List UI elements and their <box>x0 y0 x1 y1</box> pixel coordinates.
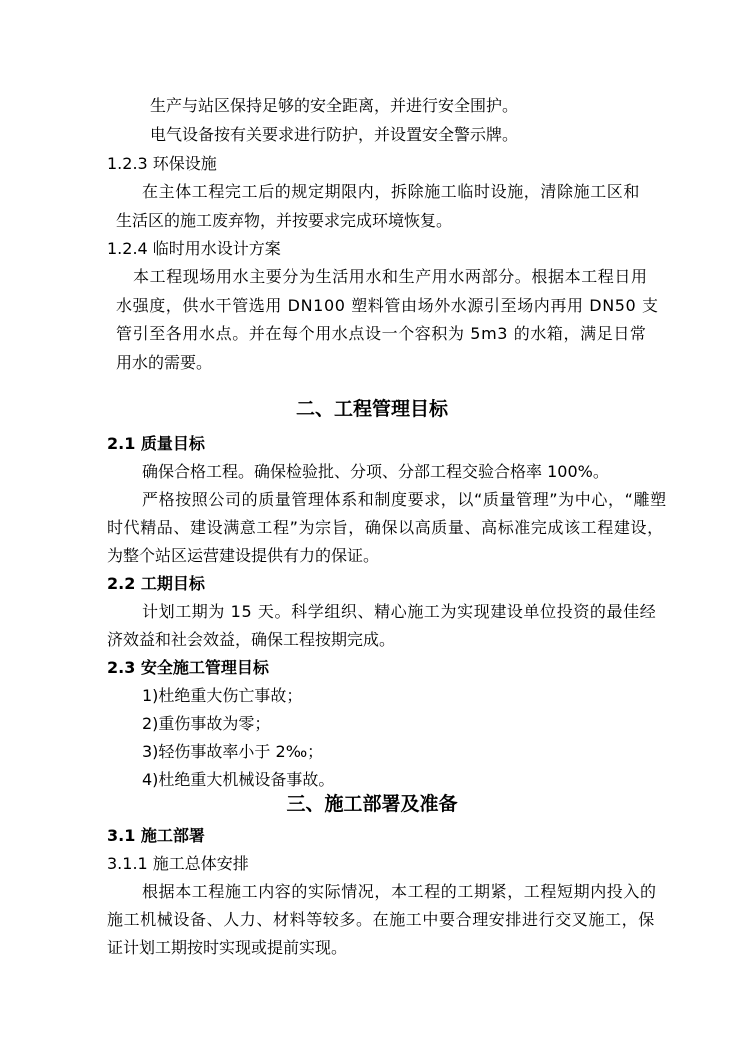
section-title-2: 二、工程管理目标 <box>295 398 448 420</box>
subheading-3-1: 3.1 施工部署 <box>107 826 205 845</box>
paragraph-line: 严格按照公司的质量管理体系和制度要求，以“质量管理”为中心，“雕塑 <box>142 490 667 509</box>
list-item: 1)杜绝重大伤亡事故； <box>142 686 303 705</box>
paragraph-line: 施工机械设备、人力、材料等较多。在施工中要合理安排进行交叉施工，保 <box>107 910 655 929</box>
subheading-3-1-1: 3.1.1 施工总体安排 <box>107 854 249 873</box>
paragraph-line: 证计划工期按时实现或提前实现。 <box>107 938 348 957</box>
paragraph-line: 确保合格工程。确保检验批、分项、分部工程交验合格率 100%。 <box>142 462 609 481</box>
paragraph-line: 用水的需要。 <box>116 353 213 372</box>
paragraph-line: 计划工期为 15 天。科学组织、精心施工为实现建设单位投资的最佳经 <box>142 602 657 621</box>
section-title-3: 三、施工部署及准备 <box>286 793 458 815</box>
list-item: 2)重伤事故为零； <box>142 714 271 733</box>
paragraph-line: 在主体工程完工后的规定期限内，拆除施工临时设施，清除施工区和 <box>142 182 641 201</box>
paragraph-line: 时代精品、建设满意工程”为宗旨，确保以高质量、高标准完成该工程建设， <box>107 518 664 537</box>
paragraph-line: 济效益和社会效益，确保工程按期完成。 <box>107 630 396 649</box>
paragraph-line: 为整个站区运营建设提供有力的保证。 <box>107 546 380 565</box>
paragraph-line: 本工程现场用水主要分为生活用水和生产用水两部分。根据本工程日用 <box>133 267 648 286</box>
paragraph-line: 管引至各用水点。并在每个用水点设一个容积为 5m3 的水箱，满足日常 <box>116 324 647 343</box>
subheading-1-2-3: 1.2.3 环保设施 <box>107 154 217 173</box>
list-item: 4)杜绝重大机械设备事故。 <box>142 770 335 789</box>
subheading-2-1: 2.1 质量目标 <box>107 434 205 453</box>
subheading-2-3: 2.3 安全施工管理目标 <box>107 658 269 677</box>
list-item: 3)轻伤事故率小于 2‰； <box>142 742 324 761</box>
paragraph-line: 水强度，供水干管选用 DN100 塑料管由场外水源引至场内再用 DN50 支 <box>116 296 659 315</box>
paragraph-line: 根据本工程施工内容的实际情况，本工程的工期紧，工程短期内投入的 <box>142 882 657 901</box>
subheading-1-2-4: 1.2.4 临时用水设计方案 <box>107 239 281 258</box>
paragraph-line: 生产与站区保持足够的安全距离，并进行安全围护。 <box>150 96 519 115</box>
paragraph-line: 生活区的施工废弃物，并按要求完成环境恢复。 <box>116 211 453 230</box>
subheading-2-2: 2.2 工期目标 <box>107 574 205 593</box>
paragraph-line: 电气设备按有关要求进行防护，并设置安全警示牌。 <box>150 125 519 144</box>
